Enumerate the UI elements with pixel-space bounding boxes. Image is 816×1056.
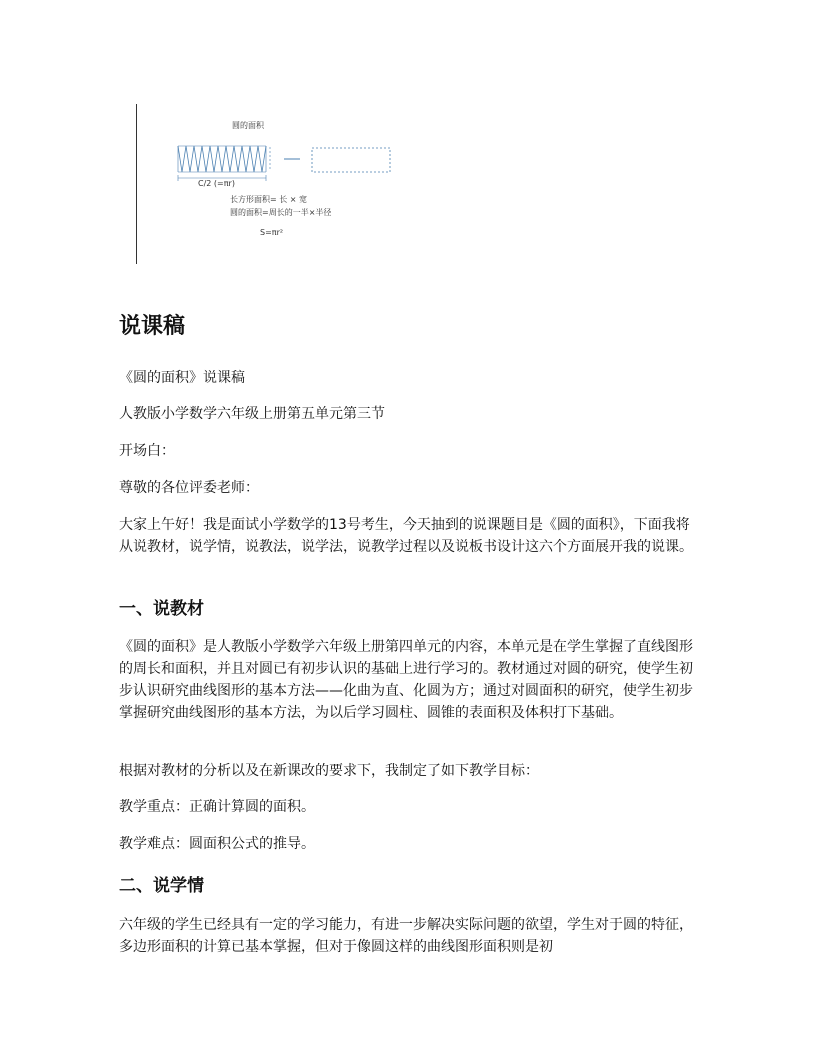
section-heading-students: 二、说学情: [119, 876, 204, 896]
figure-caption: 圆的面积: [232, 121, 264, 130]
figure-length-label: C/2 (=πr): [198, 179, 235, 188]
intro-paragraph: 大家上午好！我是面试小学数学的13号考生，今天抽到的说课题目是《圆的面积》，下面我将从说教材，说学情，说教法，说学法，说教学过程以及说板书设计这六个方面展开我的说课。: [119, 517, 693, 555]
lesson-subtitle: 《圆的面积》说课稿: [119, 370, 245, 386]
objectives-intro: 根据对教材的分析以及在新课改的要求下，我制定了如下教学目标：: [119, 763, 539, 779]
section-heading-materials: 一、说教材: [119, 599, 204, 619]
opening-label: 开场白：: [119, 443, 175, 459]
materials-paragraph: 《圆的面积》是人教版小学数学六年级上册第四单元的内容，本单元是在学生掌握了直线图形的周长和面积，并且对圆已有初步认识的基础上进行学习的。教材通过对圆的研究，使学生初步认识研究曲线图形的基本方法——化曲为直、化圆为方；通过对圆面积的研究，使学生初步掌握研究曲线图形的基本方法，为以后学习圆柱、圆锥的表面积及体积打下基础。: [119, 639, 693, 721]
greeting: 尊敬的各位评委老师：: [119, 480, 259, 496]
students-paragraph: 六年级的学生已经具有一定的学习能力，有进一步解决实际问题的欲望，学生对于圆的特征，多边形面积的计算已基本掌握，但对于像圆这样的曲线图形面积则是初: [119, 917, 693, 955]
target-rectangle: [312, 148, 390, 172]
page-title: 说课稿: [119, 314, 186, 339]
figure-formula-1: 长方形面积= 长 × 宽: [230, 195, 308, 204]
teaching-difficult-point: 教学难点：圆面积公式的推导。: [119, 836, 315, 852]
zigzag-sectors: [178, 146, 266, 172]
circle-to-rectangle-diagram: [136, 104, 396, 266]
teaching-key-point: 教学重点：正确计算圆的面积。: [119, 799, 315, 815]
figure-formula-3: S=πr²: [260, 228, 284, 237]
board-figure: [136, 104, 396, 266]
textbook-info: 人教版小学数学六年级上册第五单元第三节: [119, 406, 385, 422]
figure-formula-2: 圆的面积=周长的一半×半径: [230, 208, 332, 217]
